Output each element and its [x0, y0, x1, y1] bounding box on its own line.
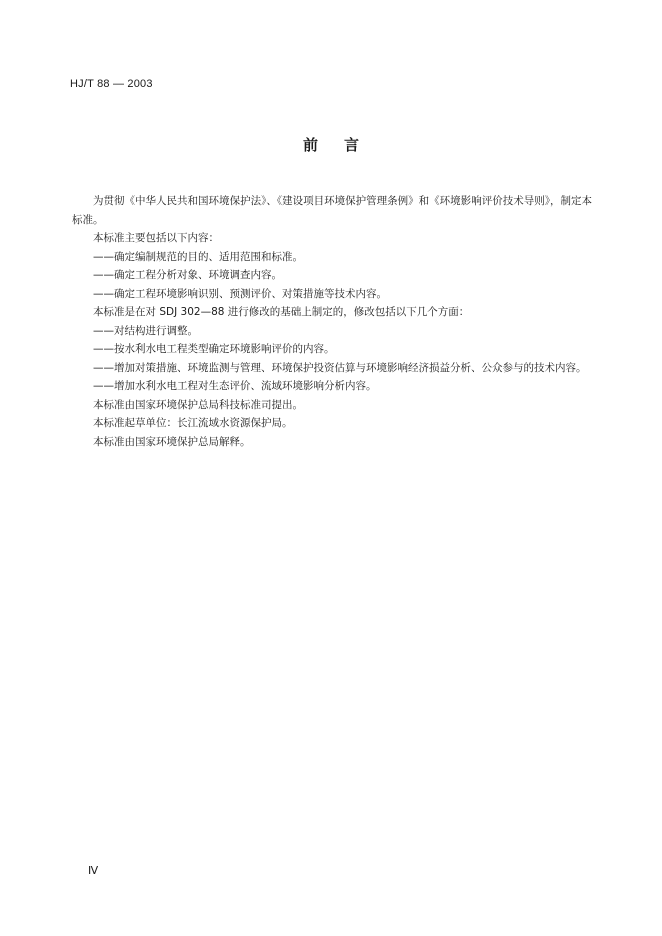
- paragraph: 本标准是在对 SDJ 302—88 进行修改的基础上制定的，修改包括以下几个方面：: [93, 306, 470, 318]
- standard-code: HJ/T 88 — 2003: [70, 78, 153, 90]
- list-item: ——对结构进行调整。: [93, 324, 198, 337]
- paragraph: 本标准主要包括以下内容：: [93, 232, 219, 244]
- list-item: ——确定工程分析对象、环境调查内容。: [93, 269, 282, 281]
- page-title: 前言: [302, 136, 385, 154]
- paragraph: 本标准起草单位：长江流域水资源保护局。: [93, 417, 293, 429]
- list-item: ——增加对策措施、环境监测与管理、环境保护投资估算与环境影响经济损益分析、公众参与的技术内容。: [93, 361, 587, 374]
- foreword-body: [72, 192, 592, 451]
- paragraph: 为贯彻《中华人民共和国环境保护法》、《建设项目环境保护管理条例》和《环境影响评价技术导则》，制定本标准。: [72, 195, 592, 226]
- paragraph: 本标准由国家环境保护总局解释。: [93, 435, 251, 448]
- list-item: ——按水利水电工程类型确定环境影响评价的内容。: [93, 343, 335, 355]
- list-item: ——确定工程环境影响识别、预测评价、对策措施等技术内容。: [93, 287, 387, 300]
- list-item: ——增加水利水电工程对生态评价、流域环境影响分析内容。: [93, 380, 377, 392]
- page-number: Ⅳ: [88, 865, 99, 877]
- paragraph: 本标准由国家环境保护总局科技标准司提出。: [93, 398, 303, 411]
- list-item: ——确定编制规范的目的、适用范围和标准。: [93, 250, 303, 263]
